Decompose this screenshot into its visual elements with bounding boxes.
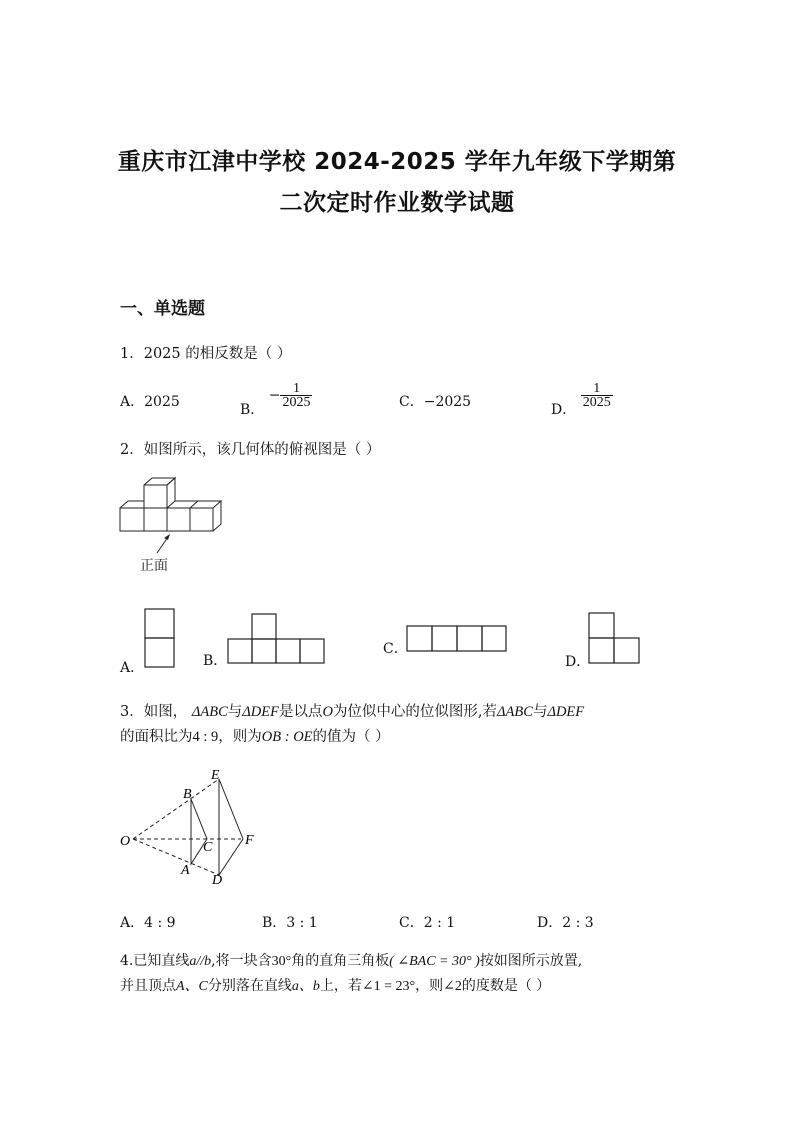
q3-similarity-figure xyxy=(115,760,265,890)
page-title-line2: 二次定时作业数学试题 xyxy=(279,190,515,216)
ob-oe-ratio: OB : OE xyxy=(261,729,313,745)
q1-option-b[interactable] xyxy=(240,382,312,419)
parallel-lines: a//b xyxy=(189,954,212,969)
option-label: A． xyxy=(120,394,145,410)
q2-option-c-label[interactable]: C． xyxy=(383,641,408,657)
top-cube-front xyxy=(144,485,167,508)
option-value: −2025 xyxy=(423,394,472,410)
q2-option-a-figure[interactable] xyxy=(144,608,176,670)
fraction xyxy=(280,382,312,409)
q2-option-c-figure[interactable] xyxy=(406,625,508,653)
q4-text: 角的直角三角板 xyxy=(291,953,390,969)
q3-text: 的值为（ ） xyxy=(312,729,390,745)
minus-sign: − xyxy=(268,387,281,404)
front-dividers xyxy=(144,508,190,531)
q3-text: 与 xyxy=(532,704,548,720)
row-top-right xyxy=(175,501,221,508)
q3-option-d[interactable]: D．2 : 3 xyxy=(537,915,594,931)
lines-ab: a、b xyxy=(291,979,320,994)
area-ratio: 4 : 9 xyxy=(192,729,219,745)
fraction-numerator: 1 xyxy=(593,381,601,396)
q3-text: 的面积比为 xyxy=(120,729,193,745)
question-4-stem-line2 xyxy=(120,975,550,995)
q4-text: 按如图所示放置, xyxy=(479,953,583,969)
angle-30: 30° xyxy=(271,954,292,969)
q3-text: 3．如图， xyxy=(120,704,188,720)
fraction-numerator: 1 xyxy=(292,381,300,396)
label-c: C xyxy=(203,840,213,855)
q3-option-a[interactable]: A．4 : 9 xyxy=(120,915,176,931)
angle-2: ∠2 xyxy=(443,979,462,994)
q3-option-c[interactable]: C．2 : 1 xyxy=(399,915,456,931)
q3-option-b[interactable]: B．3 : 1 xyxy=(262,915,318,931)
fraction-denominator: 2025 xyxy=(582,395,611,410)
angle-1: ∠1 = 23° xyxy=(361,979,416,994)
q4-text: 并且顶点 xyxy=(120,978,176,994)
q2-option-d-label[interactable]: D． xyxy=(565,654,591,670)
q4-text: 4.已知直线 xyxy=(120,953,190,969)
question-3-stem-line2 xyxy=(120,725,390,746)
front-label: 正面 xyxy=(140,559,168,574)
q1-option-c[interactable] xyxy=(399,391,471,411)
q3-text: 与 xyxy=(227,704,243,720)
q3-text: 为位似中心的位似图形,若 xyxy=(332,704,498,720)
question-3-stem-line1 xyxy=(120,700,584,721)
point-o: O xyxy=(322,704,333,720)
row-top-divider1 xyxy=(190,501,198,508)
q2-option-a-label[interactable]: A． xyxy=(120,660,145,676)
label-b: B xyxy=(183,787,192,802)
option-label: B． xyxy=(240,401,265,418)
q1-option-a[interactable] xyxy=(120,391,180,411)
triangle-def: ΔDEF xyxy=(242,704,279,720)
section-heading: 一、单选题 xyxy=(120,299,205,319)
q2-option-b-figure[interactable] xyxy=(227,613,327,665)
row-top-left xyxy=(120,501,144,508)
option-label: C． xyxy=(399,394,424,410)
top-cube-side xyxy=(167,478,175,501)
fraction xyxy=(581,382,613,409)
angle-bac: ( ∠BAC = 30° ) xyxy=(389,954,480,969)
ray-oe xyxy=(133,779,219,839)
q1-option-d[interactable] xyxy=(551,382,613,419)
q3-text: ，则为 xyxy=(218,729,262,745)
triangle-def: ΔDEF xyxy=(547,704,585,720)
q4-text: ，则 xyxy=(415,978,444,994)
vertices-ac: A、C xyxy=(176,979,208,994)
triangle-def-shape xyxy=(219,779,243,875)
q2-option-b-label[interactable]: B． xyxy=(203,653,228,669)
question-2-stem: 2．如图所示，该几何体的俯视图是（ ） xyxy=(120,442,381,458)
question-4-stem-line1 xyxy=(120,950,582,970)
option-value: 2025 xyxy=(144,394,180,410)
q4-text: 分别落在直线 xyxy=(207,978,292,994)
label-e: E xyxy=(211,768,220,783)
row-top-divider2 xyxy=(167,501,175,508)
front-arrow-shaft xyxy=(157,537,168,553)
label-d: D xyxy=(212,873,223,888)
label-o: O xyxy=(120,834,131,849)
q2-solid-figure xyxy=(115,475,235,580)
q4-text: 上，若 xyxy=(319,978,362,994)
triangle-abc: ΔABC xyxy=(191,704,228,720)
label-a: A xyxy=(181,863,190,878)
q4-text: ,将一块含 xyxy=(211,953,272,969)
q2-option-d-figure[interactable] xyxy=(588,612,642,666)
q3-text: 是以点 xyxy=(278,704,323,720)
option-label: D． xyxy=(551,401,577,418)
q4-text: 的度数是（ ） xyxy=(461,978,551,994)
question-1-stem: 1．2025 的相反数是（ ） xyxy=(120,346,292,362)
row-right-side xyxy=(213,501,221,531)
front-arrow-head xyxy=(164,534,170,540)
fraction-denominator: 2025 xyxy=(282,395,311,410)
triangle-abc: ΔABC xyxy=(497,704,533,720)
label-f: F xyxy=(245,833,254,848)
page-title-line1: 重庆市江津中学校 2024-2025 学年九年级下学期第 xyxy=(117,149,677,175)
